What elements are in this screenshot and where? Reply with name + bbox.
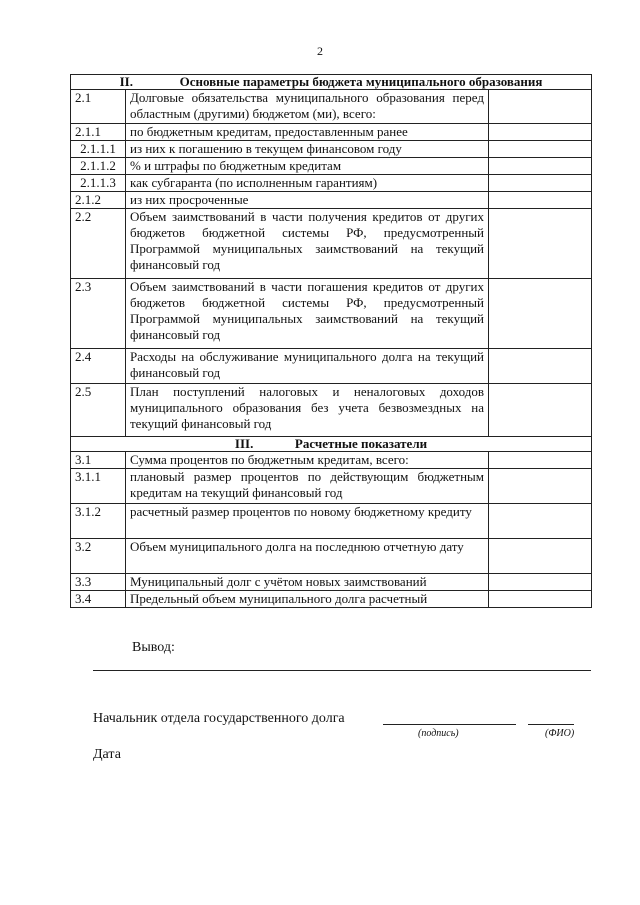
row-description: из них просроченные <box>126 192 489 209</box>
fio-line[interactable] <box>528 724 574 725</box>
row-number: 2.2 <box>71 209 126 279</box>
value-cell[interactable] <box>489 158 592 175</box>
row-description: Объем заимствований в части получения кредитов от других бюджетов бюджетной системы РФ, предусмотренный Программой муниципальных заимствований на текущий финансовый год <box>126 209 489 279</box>
value-cell[interactable] <box>489 504 592 539</box>
row-description: как субгаранта (по исполненным гарантиям) <box>126 175 489 192</box>
table-row <box>71 591 592 608</box>
row-description: Объем муниципального долга на последнюю отчетную дату <box>126 539 489 574</box>
row-number: 2.3 <box>71 279 126 349</box>
table-row <box>71 90 592 124</box>
value-cell[interactable] <box>489 574 592 591</box>
table-row <box>71 574 592 591</box>
row-description: Расходы на обслуживание муниципального долга на текущий финансовый год <box>126 349 489 384</box>
row-description: из них к погашению в текущем финансовом году <box>126 141 489 158</box>
value-cell[interactable] <box>489 591 592 608</box>
value-cell[interactable] <box>489 384 592 437</box>
value-cell[interactable] <box>489 141 592 158</box>
row-number: 3.1.1 <box>71 469 126 504</box>
signature-line[interactable] <box>383 724 516 725</box>
value-cell[interactable] <box>489 469 592 504</box>
page-number: 2 <box>317 44 323 58</box>
row-description: по бюджетным кредитам, предоставленным ранее <box>126 124 489 141</box>
row-description: Долговые обязательства муниципального образования перед областным (другими) бюджетом (ми), всего: <box>126 90 489 124</box>
value-cell[interactable] <box>489 175 592 192</box>
section-2-numeral: II. <box>119 74 133 89</box>
table-row <box>71 209 592 279</box>
row-number: 3.4 <box>71 591 126 608</box>
value-cell[interactable] <box>489 279 592 349</box>
signature-caption: (подпись) <box>418 728 459 739</box>
section-2-title: Основные параметры бюджета муниципального образования <box>179 74 543 89</box>
table-row <box>71 539 592 574</box>
row-description: плановый размер процентов по действующим бюджетным кредитам на текущий финансовый год <box>126 469 489 504</box>
row-description: Предельный объем муниципального долга расчетный <box>126 591 489 608</box>
table-row <box>71 124 592 141</box>
row-description: Сумма процентов по бюджетным кредитам, всего: <box>126 452 489 469</box>
value-cell[interactable] <box>489 124 592 141</box>
fio-caption: (ФИО) <box>545 728 575 739</box>
section-header-3 <box>71 437 592 452</box>
row-description: План поступлений налоговых и неналоговых доходов муниципального образования без учета безвозмездных на текущий финансовый год <box>126 384 489 437</box>
value-cell[interactable] <box>489 90 592 124</box>
table-row <box>71 279 592 349</box>
row-number: 2.4 <box>71 349 126 384</box>
value-cell[interactable] <box>489 209 592 279</box>
section-header-2 <box>71 75 592 90</box>
value-cell[interactable] <box>489 192 592 209</box>
row-number: 2.1.1.1 <box>71 141 126 158</box>
row-number: 3.3 <box>71 574 126 591</box>
section-3-numeral: III. <box>234 436 254 451</box>
table-row <box>71 452 592 469</box>
table-row <box>71 504 592 539</box>
table-row <box>71 384 592 437</box>
row-number: 2.1 <box>71 90 126 124</box>
table-row <box>71 469 592 504</box>
value-cell[interactable] <box>489 539 592 574</box>
value-cell[interactable] <box>489 349 592 384</box>
conclusion-label: Вывод: <box>132 640 175 655</box>
row-number: 2.1.1 <box>71 124 126 141</box>
row-number: 3.1.2 <box>71 504 126 539</box>
head-of-department-label: Начальник отдела государственного долга <box>93 711 345 726</box>
row-description: Объем заимствований в части погашения кредитов от других бюджетов бюджетной системы РФ, предусмотренный Программой муниципальных заимствований на текущий финансовый год <box>126 279 489 349</box>
row-description: расчетный размер процентов по новому бюджетному кредиту <box>126 504 489 539</box>
budget-parameters-table <box>70 74 592 608</box>
table-row <box>71 158 592 175</box>
row-description: % и штрафы по бюджетным кредитам <box>126 158 489 175</box>
row-number: 3.2 <box>71 539 126 574</box>
row-description: Муниципальный долг с учётом новых заимствований <box>126 574 489 591</box>
row-number: 2.1.1.2 <box>71 158 126 175</box>
value-cell[interactable] <box>489 452 592 469</box>
row-number: 2.1.1.3 <box>71 175 126 192</box>
table-row <box>71 141 592 158</box>
row-number: 3.1 <box>71 452 126 469</box>
row-number: 2.1.2 <box>71 192 126 209</box>
table-row <box>71 349 592 384</box>
row-number: 2.5 <box>71 384 126 437</box>
conclusion-line[interactable] <box>93 670 591 671</box>
section-3-title: Расчетные показатели <box>294 436 428 451</box>
date-label: Дата <box>93 747 121 762</box>
table-row <box>71 175 592 192</box>
table-row <box>71 192 592 209</box>
